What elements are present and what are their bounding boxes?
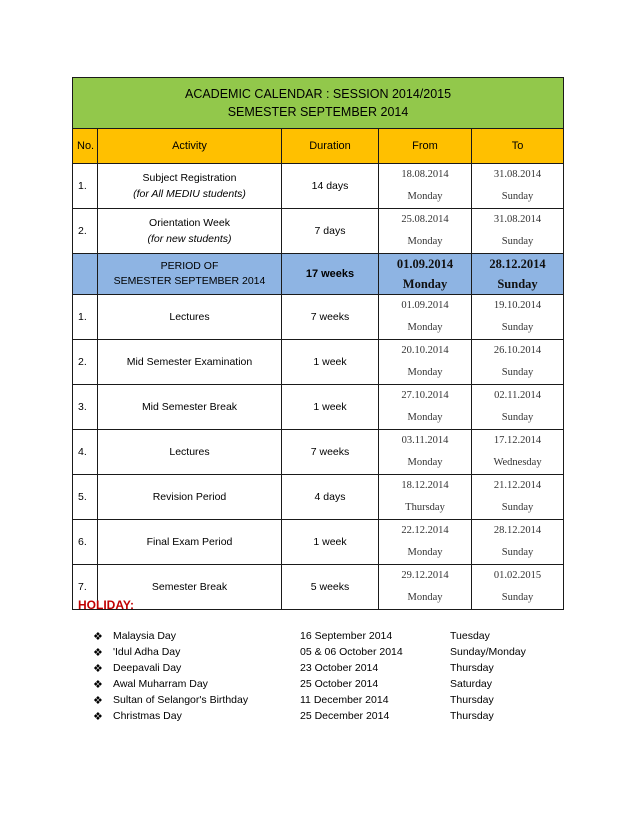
- row-to: [472, 164, 564, 209]
- to-date: 31.08.2014: [493, 214, 542, 225]
- row-from: [379, 520, 472, 565]
- diamond-bullet-icon: ❖: [93, 647, 103, 659]
- header-activity: Activity: [98, 129, 282, 164]
- table-row: [73, 340, 564, 385]
- table-row: [73, 385, 564, 430]
- holiday-name: 'Idul Adha Day: [113, 646, 181, 658]
- to-day: Sunday: [501, 367, 534, 378]
- from-date: 18.08.2014: [401, 169, 449, 180]
- from-day: Monday: [407, 236, 443, 247]
- holiday-item: [93, 678, 563, 694]
- row-duration: 1 week: [282, 385, 379, 430]
- from-day: Monday: [402, 277, 448, 291]
- header-duration: Duration: [282, 129, 379, 164]
- from-date: 01.09.2014: [396, 257, 454, 271]
- holiday-item: [93, 710, 563, 726]
- academic-calendar-table: [72, 77, 564, 610]
- holiday-day: Saturday: [450, 678, 493, 690]
- row-activity: [98, 209, 282, 254]
- from-day: Monday: [407, 412, 443, 423]
- row-activity: Lectures: [98, 295, 282, 340]
- to-day: Sunday: [501, 502, 534, 513]
- period-to: [472, 254, 564, 295]
- holiday-item: [93, 694, 563, 710]
- diamond-bullet-icon: ❖: [93, 679, 103, 691]
- from-day: Monday: [407, 592, 443, 603]
- holiday-date: 05 & 06 October 2014: [300, 646, 403, 658]
- to-day: Sunday: [501, 322, 534, 333]
- row-from: [379, 209, 472, 254]
- holiday-date: 25 October 2014: [300, 678, 379, 690]
- row-no: 7.: [73, 565, 98, 610]
- from-day: Monday: [407, 457, 443, 468]
- row-no: 5.: [73, 475, 98, 520]
- period-duration: 17 weeks: [282, 254, 379, 295]
- to-date: 19.10.2014: [493, 300, 542, 311]
- holiday-date: 25 December 2014: [300, 710, 390, 722]
- diamond-bullet-icon: ❖: [93, 711, 103, 723]
- row-no: 1.: [73, 295, 98, 340]
- diamond-bullet-icon: ❖: [93, 695, 103, 707]
- table-row: [73, 164, 564, 209]
- diamond-bullet-icon: ❖: [93, 663, 103, 675]
- holiday-item: [93, 630, 563, 646]
- activity-label: Subject Registration: [142, 172, 237, 184]
- to-day: Sunday: [501, 191, 534, 202]
- activity-note: (for new students): [147, 233, 232, 245]
- period-label: [98, 254, 282, 295]
- header-from: From: [379, 129, 472, 164]
- row-from: [379, 385, 472, 430]
- row-to: [472, 520, 564, 565]
- holiday-day: Tuesday: [450, 630, 490, 642]
- table-row: [73, 295, 564, 340]
- diamond-bullet-icon: ❖: [93, 631, 103, 643]
- table-row: [73, 565, 564, 610]
- from-date: 25.08.2014: [401, 214, 449, 225]
- holiday-name: Sultan of Selangor's Birthday: [113, 694, 249, 706]
- from-day: Thursday: [405, 502, 445, 513]
- activity-note: (for All MEDIU students): [133, 188, 246, 200]
- holiday-day: Thursday: [450, 662, 494, 674]
- row-activity: Mid Semester Examination: [98, 340, 282, 385]
- holiday-day: Thursday: [450, 710, 494, 722]
- period-no: [73, 254, 98, 295]
- row-from: [379, 164, 472, 209]
- holiday-name: Christmas Day: [113, 710, 182, 722]
- holiday-name: Awal Muharram Day: [113, 678, 208, 690]
- row-to: [472, 565, 564, 610]
- to-date: 17.12.2014: [493, 435, 542, 446]
- row-duration: 14 days: [282, 164, 379, 209]
- row-from: [379, 295, 472, 340]
- holiday-name: Malaysia Day: [113, 630, 177, 642]
- row-activity: [98, 164, 282, 209]
- row-from: [379, 340, 472, 385]
- title-line-1: ACADEMIC CALENDAR : SESSION 2014/2015: [184, 87, 452, 101]
- from-date: 03.11.2014: [401, 435, 449, 446]
- row-to: [472, 295, 564, 340]
- row-duration: 5 weeks: [282, 565, 379, 610]
- row-from: [379, 475, 472, 520]
- row-activity: Semester Break: [98, 565, 282, 610]
- calendar-title: [73, 78, 564, 129]
- to-day: Sunday: [501, 412, 534, 423]
- row-no: 4.: [73, 430, 98, 475]
- row-activity: Lectures: [98, 430, 282, 475]
- row-to: [472, 340, 564, 385]
- from-date: 20.10.2014: [401, 345, 449, 356]
- from-date: 01.09.2014: [401, 300, 449, 311]
- row-to: [472, 475, 564, 520]
- holiday-day: Sunday/Monday: [450, 646, 526, 658]
- row-no: 3.: [73, 385, 98, 430]
- row-duration: 7 weeks: [282, 295, 379, 340]
- period-line-2: SEMESTER SEPTEMBER 2014: [113, 275, 266, 287]
- from-day: Monday: [407, 191, 443, 202]
- period-from: [379, 254, 472, 295]
- row-activity: Final Exam Period: [98, 520, 282, 565]
- row-to: [472, 385, 564, 430]
- row-activity: Mid Semester Break: [98, 385, 282, 430]
- row-duration: 7 weeks: [282, 430, 379, 475]
- holiday-name: Deepavali Day: [113, 662, 182, 674]
- table-row: [73, 520, 564, 565]
- period-line-1: PERIOD OF: [160, 260, 219, 272]
- holiday-list: [93, 630, 563, 726]
- row-duration: 1 week: [282, 340, 379, 385]
- to-day: Wednesday: [493, 457, 542, 468]
- table-row: [73, 475, 564, 520]
- period-row: [73, 254, 564, 295]
- header-no: No.: [73, 129, 98, 164]
- row-duration: 7 days: [282, 209, 379, 254]
- holiday-item: [93, 662, 563, 678]
- from-date: 22.12.2014: [401, 525, 449, 536]
- table-row: [73, 209, 564, 254]
- table-row: [73, 430, 564, 475]
- to-date: 02.11.2014: [494, 390, 541, 401]
- from-day: Monday: [407, 367, 443, 378]
- row-duration: 4 days: [282, 475, 379, 520]
- title-line-2: SEMESTER SEPTEMBER 2014: [227, 105, 409, 119]
- to-date: 21.12.2014: [493, 480, 542, 491]
- from-date: 27.10.2014: [401, 390, 449, 401]
- header-row: [73, 129, 564, 164]
- from-day: Monday: [407, 547, 443, 558]
- holiday-date: 11 December 2014: [300, 694, 389, 706]
- holiday-date: 16 September 2014: [300, 630, 393, 642]
- from-date: 18.12.2014: [401, 480, 449, 491]
- from-day: Monday: [407, 322, 443, 333]
- to-date: 28.12.2014: [493, 525, 542, 536]
- row-no: 1.: [73, 164, 98, 209]
- row-no: 6.: [73, 520, 98, 565]
- header-to: To: [472, 129, 564, 164]
- row-activity: Revision Period: [98, 475, 282, 520]
- to-day: Sunday: [501, 236, 534, 247]
- holiday-title: HOLIDAY:: [78, 598, 135, 612]
- activity-label: Orientation Week: [149, 217, 230, 229]
- row-to: [472, 209, 564, 254]
- to-day: Sunday: [497, 277, 538, 291]
- holiday-item: [93, 646, 563, 662]
- to-date: 28.12.2014: [489, 257, 546, 271]
- row-duration: 1 week: [282, 520, 379, 565]
- row-no: 2.: [73, 340, 98, 385]
- title-row: [73, 78, 564, 129]
- row-no: 2.: [73, 209, 98, 254]
- to-day: Sunday: [501, 547, 534, 558]
- holiday-date: 23 October 2014: [300, 662, 379, 674]
- from-date: 29.12.2014: [401, 570, 449, 581]
- row-from: [379, 565, 472, 610]
- row-to: [472, 430, 564, 475]
- to-date: 01.02.2015: [493, 570, 542, 581]
- row-from: [379, 430, 472, 475]
- to-day: Sunday: [501, 592, 534, 603]
- to-date: 26.10.2014: [493, 345, 542, 356]
- to-date: 31.08.2014: [493, 169, 542, 180]
- holiday-day: Thursday: [450, 694, 494, 706]
